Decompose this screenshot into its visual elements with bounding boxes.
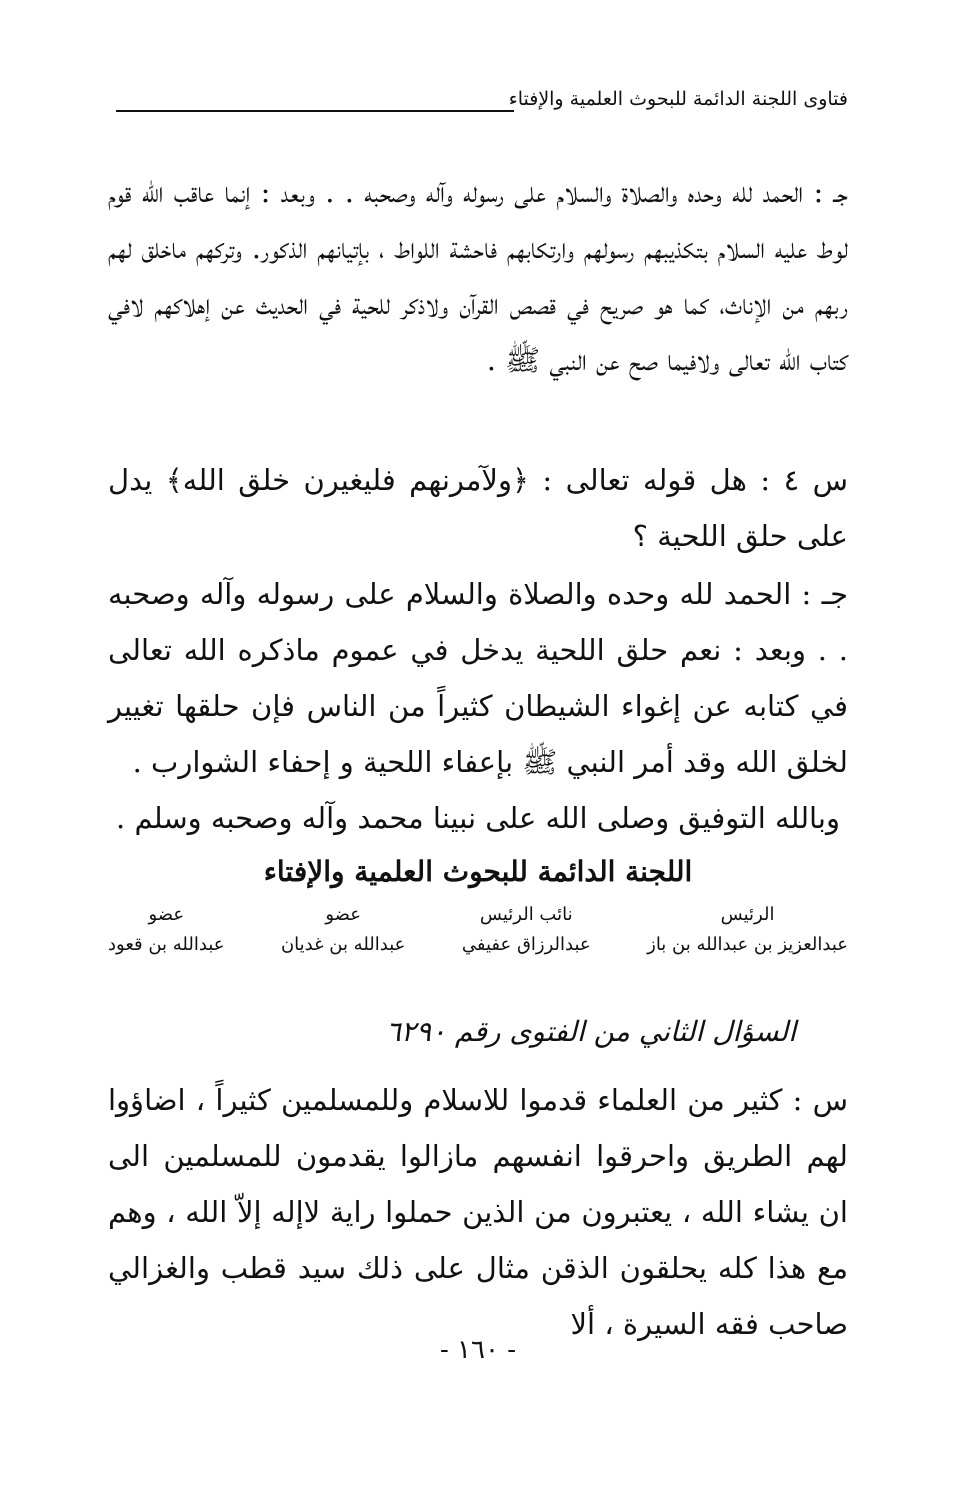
signatory-president	[647, 900, 848, 970]
signatory-member-2	[108, 900, 224, 970]
signatory-name: عبدالله بن قعود	[108, 934, 225, 955]
answer-2-text: جـ : الحمد لله وحده والصلاة والسلام على رسوله وآله وصحبه . . وبعد : نعم حلق اللحية يدخل في عموم ماذكره الله تعالى في كتابه عن إغواء الشيطان كثيراً من الناس فإن حلقها تغيير لخلق الله وقد أمر النبي ﷺ بإعفاء اللحية و إحفاء الشوارب .	[108, 577, 848, 779]
closing-line: وبالله التوفيق وصلى الله على نبينا محمد وآله وصحبه وسلم .	[116, 801, 840, 835]
question-4	[108, 452, 848, 564]
signatures-block	[108, 900, 848, 970]
question-2	[108, 1072, 848, 1352]
running-header	[116, 86, 848, 116]
running-header-title: فتاوى اللجنة الدائمة للبحوث العلمية والإفتاء	[508, 88, 848, 110]
question-4-text: س ٤ : هل قوله تعالى : ﴿ولآمرنهم فليغيرن خلق الله﴾ يدل على حلق اللحية ؟	[108, 463, 848, 553]
signatory-member-1	[281, 900, 405, 970]
fatwa-heading: السؤال الثاني من الفتوى رقم ٦٢٩٠	[385, 1015, 796, 1048]
page-number: - ١٦٠ -	[439, 1335, 517, 1365]
signatory-name: عبدالرزاق عفيفي	[461, 934, 591, 955]
answer-2	[108, 566, 848, 790]
answer-1-text: جـ : الحمد لله وحده والصلاة والسلام على رسوله وآله وصحبه . . وبعد : إنما عاقب الله قوم لوط عليه السلام بتكذيبهم رسولهم وارتكابهم فاحشة اللواط ، بإتيانهم الذكور. وتركهم ماخلق لهم ربهم من الإناث، كما هو صريح في قصص القرآن ولاذكر للحية في الحديث عن إهلاكهم لافي كتاب الله تعالى ولافيما صح عن النبي ﷺ .	[108, 175, 848, 377]
signatory-vice-president	[462, 900, 591, 970]
signatory-role: الرئيس	[720, 904, 775, 925]
answer-1	[108, 164, 848, 388]
signatory-role: عضو	[148, 904, 185, 925]
header-rule	[116, 110, 514, 112]
signatory-name: عبدالعزيز بن عبدالله بن باز	[647, 934, 848, 955]
question-2-text: س : كثير من العلماء قدموا للاسلام وللمسلمين كثيراً ، اضاؤوا لهم الطريق واحرقوا انفسهم مازالوا يقدمون للمسلمين الى ان يشاء الله ، يعتبرون من الذين حملوا راية لاإله إلاّ الله ، وهم مع هذا كله يحلقون الذقن مثال على ذلك سيد قطب والغزالي صاحب فقه السيرة ، ألا	[108, 1083, 848, 1341]
signatory-role: عضو	[325, 904, 362, 925]
committee-name: اللجنة الدائمة للبحوث العلمية والإفتاء	[263, 855, 693, 888]
signatory-name: عبدالله بن غديان	[280, 934, 406, 955]
signatory-role: نائب الرئيس	[479, 904, 573, 925]
